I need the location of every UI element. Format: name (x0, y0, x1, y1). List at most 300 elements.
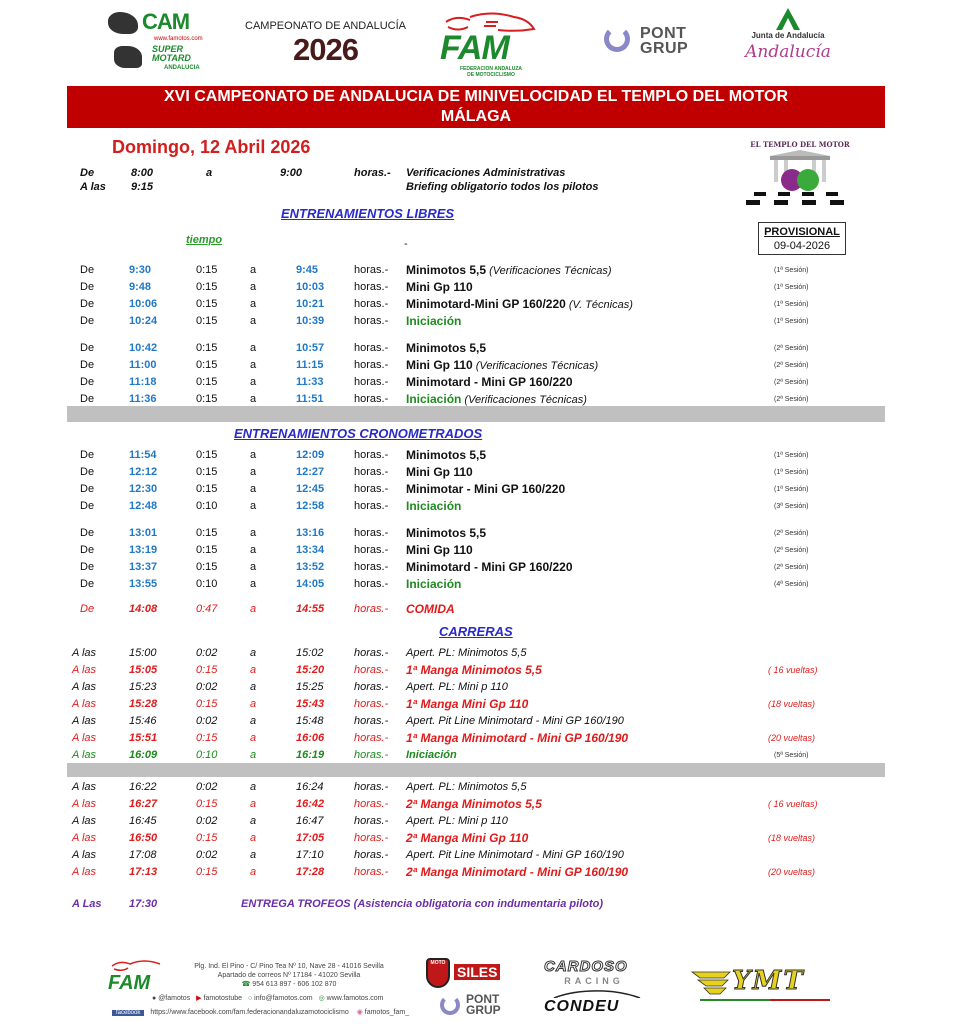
section-title-carreras: CARRERAS (439, 624, 513, 639)
fam-subtitle-2: DE MOTOCICLISMO (467, 72, 515, 78)
row-desc: COMIDA (406, 602, 455, 616)
row-desc: 1ª Manga Minimotard - Mini GP 160/190 (406, 731, 629, 745)
supermotard-rider-icon (114, 46, 142, 68)
row-session: (2ª Sesión) (774, 530, 809, 537)
row-horas: horas.- (354, 798, 389, 810)
footer-email[interactable]: info@famotos.com (254, 995, 313, 1002)
footer-facebook-url[interactable]: https://www.facebook.com/fam.federacionandaluzamotociclismo (150, 1009, 349, 1016)
row-end: 10:57 (296, 342, 325, 354)
row-duration: 0:02 (196, 681, 218, 693)
row-desc: Apert. PL: Minimotos 5,5 (406, 647, 527, 659)
trofeos-desc: ENTREGA TROFEOS (Asistencia obligatoria con indumentaria piloto) (241, 898, 604, 910)
row-end: 17:28 (296, 866, 325, 878)
row-duration: 0:15 (196, 359, 218, 371)
row-a: a (250, 698, 257, 710)
schedule-row (0, 263, 953, 280)
row-end: 15:48 (296, 715, 324, 727)
row-start: 10:24 (129, 315, 158, 327)
row-horas: horas.- (354, 264, 389, 276)
row-end: 16:19 (296, 749, 325, 761)
row-start: 16:22 (129, 781, 157, 793)
row-horas: horas.- (354, 832, 389, 844)
race-row (0, 646, 953, 663)
row-desc: Apert. PL: Mini p 110 (406, 815, 508, 827)
row-prefix: A las (72, 798, 97, 810)
templo-logo-text: EL TEMPLO DEL MOTOR (750, 140, 850, 149)
row-a: a (250, 561, 257, 573)
footer-social (152, 994, 383, 1003)
row-category: Iniciación (406, 499, 462, 513)
row-desc (406, 465, 473, 481)
row-category: Mini Gp 110 (406, 543, 473, 557)
row-prefix: A las (72, 698, 97, 710)
row-end: 16:24 (296, 781, 324, 793)
row-a: a (250, 342, 257, 354)
row-end: 10:03 (296, 281, 325, 293)
row-horas: horas.- (354, 298, 389, 310)
row-a: a (250, 393, 257, 405)
row-horas: horas.- (354, 315, 389, 327)
row-session: (2ª Sesión) (774, 362, 809, 369)
row-duration: 0:02 (196, 815, 218, 827)
row-end: 10:21 (296, 298, 325, 310)
footer-address-2: Apartado de correos Nº 17184 - 41020 Sevilla (217, 972, 361, 979)
row-start: 16:09 (129, 749, 158, 761)
schedule-row (0, 375, 953, 392)
provisional-date: 09-04-2026 (773, 240, 831, 252)
row-start: 13:37 (129, 561, 158, 573)
footer-facebook (112, 1008, 409, 1018)
row-start: 10:42 (129, 342, 158, 354)
row-desc (406, 280, 473, 296)
row-horas: horas.- (354, 281, 389, 293)
row-prefix: A las (72, 681, 97, 693)
row-start: 8:00 (131, 167, 154, 179)
race-row (0, 848, 953, 865)
row-start: 14:08 (129, 603, 158, 615)
schedule-row (0, 482, 953, 499)
cam-motorcycle-icon (108, 12, 138, 34)
siles-logo (426, 958, 536, 1022)
row-horas: horas.- (354, 715, 389, 727)
row-end: 15:20 (296, 664, 325, 676)
row-start: 17:13 (129, 866, 158, 878)
row-category: Mini Gp 110 (406, 358, 473, 372)
row-prefix: A las (72, 749, 97, 761)
row-category: Iniciación (406, 392, 462, 406)
race-row (0, 663, 953, 680)
schedule-row (0, 465, 953, 482)
row-a: a (250, 578, 257, 590)
row-category: Minimotar - Mini GP 160/220 (406, 482, 566, 496)
row-duration: 0:15 (196, 449, 218, 461)
row-extra: (V. Técnicas) (565, 299, 633, 311)
schedule-row (0, 314, 953, 331)
schedule-row (0, 560, 953, 577)
race-row (0, 714, 953, 731)
row-desc: 2ª Manga Mini Gp 110 (406, 831, 529, 845)
row-desc: Apert. Pit Line Minimotard - Mini GP 160/190 (406, 849, 624, 861)
row-category: Minimotos 5,5 (406, 526, 487, 540)
car-outline-icon (544, 990, 644, 998)
row-horas: horas.- (354, 544, 389, 556)
fam-subtitle-1: FEDERACION ANDALUZA (459, 66, 523, 72)
sponsor-pont-logo (440, 994, 530, 1018)
row-session: (1ª Sesión) (774, 486, 809, 493)
row-horas: horas.- (354, 500, 389, 512)
row-prefix: A las (72, 647, 97, 659)
siles-text: SILES (454, 964, 500, 980)
campeonato-year: 2026 (293, 32, 358, 67)
row-end: 12:27 (296, 466, 325, 478)
twitter-icon: ● (152, 995, 157, 1002)
row-a: a (250, 466, 257, 478)
schedule-row (0, 358, 953, 375)
row-prefix: De (80, 603, 95, 615)
trofeos-prefix: A Las (72, 898, 102, 910)
row-duration: 0:15 (196, 664, 218, 676)
row-desc (406, 341, 486, 357)
row-prefix: De (80, 298, 95, 310)
row-horas: horas.- (354, 866, 389, 878)
row-duration: 0:10 (196, 749, 218, 761)
row-end: 11:33 (296, 376, 324, 388)
junta-text: Junta de Andalucía (751, 31, 825, 40)
row-duration: 0:15 (196, 264, 218, 276)
row-prefix: De (80, 483, 95, 495)
row-duration: 0:15 (196, 732, 218, 744)
row-session: (1ª Sesión) (774, 267, 809, 274)
row-session: (1ª Sesión) (774, 469, 809, 476)
row-prefix: De (80, 281, 95, 293)
comida-row (0, 602, 953, 619)
row-start: 9:48 (129, 281, 152, 293)
race-row (0, 831, 953, 848)
row-session: (2ª Sesión) (774, 547, 809, 554)
row-start: 13:55 (129, 578, 158, 590)
schedule-row (0, 577, 953, 594)
row-duration: 0:47 (196, 603, 218, 615)
row-end: 14:05 (296, 578, 325, 590)
row-duration: 0:15 (196, 298, 218, 310)
banner-line2: MÁLAGA (440, 108, 512, 125)
row-duration: 0:15 (196, 527, 218, 539)
row-desc: 1ª Manga Mini Gp 110 (406, 697, 529, 711)
row-start: 11:36 (129, 393, 157, 405)
race-row (0, 865, 953, 882)
row-a: a (250, 298, 257, 310)
row-a: a (250, 544, 257, 556)
row-note: ( 16 vueltas) (768, 799, 818, 809)
row-start: 9:30 (129, 264, 152, 276)
web-icon: ◎ (318, 995, 325, 1002)
schedule-row (0, 499, 953, 516)
schedule-row (0, 280, 953, 297)
row-duration: 0:15 (196, 798, 218, 810)
dash: - (404, 238, 408, 250)
row-start: 12:48 (129, 500, 158, 512)
row-duration: 0:15 (196, 483, 218, 495)
row-start: 11:18 (129, 376, 157, 388)
row-note: (18 vueltas) (768, 833, 816, 843)
row-prefix: De (80, 561, 95, 573)
footer-twitter[interactable]: @famotos (158, 995, 191, 1002)
row-horas: horas.- (354, 359, 389, 371)
separator-bar (67, 763, 885, 777)
row-prefix: De (80, 466, 95, 478)
row-a: a (250, 483, 257, 495)
row-a: a (250, 527, 257, 539)
row-a: a (206, 167, 213, 179)
row-category: Iniciación (406, 314, 462, 328)
row-end: 17:05 (296, 832, 325, 844)
row-end: 16:06 (296, 732, 325, 744)
row-a: a (250, 359, 257, 371)
pont-line2: GRUP (640, 40, 689, 57)
row-desc (406, 375, 573, 391)
section-title-libres: ENTRENAMIENTOS LIBRES (281, 206, 455, 221)
row-horas: horas.- (354, 561, 389, 573)
row-start: 15:23 (129, 681, 157, 693)
row-end: 13:52 (296, 561, 325, 573)
row-session: (1ª Sesión) (774, 301, 809, 308)
row-horas: horas.- (354, 527, 389, 539)
row-a: a (250, 798, 257, 810)
row-duration: 0:15 (196, 393, 218, 405)
row-desc (406, 263, 612, 279)
row-a: a (250, 849, 257, 861)
row-category: Minimotard - Mini GP 160/220 (406, 560, 573, 574)
pre-row (0, 181, 953, 195)
row-duration: 0:15 (196, 544, 218, 556)
row-desc: Apert. Pit Line Minimotard - Mini GP 160/190 (406, 715, 624, 727)
row-prefix: De (80, 359, 95, 371)
phone-icon: ☎ (241, 981, 251, 988)
row-a: a (250, 866, 257, 878)
row-end: 13:34 (296, 544, 325, 556)
row-category: Minimotos 5,5 (406, 341, 487, 355)
row-session: (2ª Sesión) (774, 396, 809, 403)
row-horas: horas.- (354, 815, 389, 827)
race-row (0, 780, 953, 797)
footer-fam-text: FAM (108, 972, 151, 994)
footer-youtube[interactable]: famotostube (203, 995, 243, 1002)
section-title-crono: ENTRENAMIENTOS CRONOMETRADOS (234, 426, 483, 441)
row-duration: 0:02 (196, 715, 218, 727)
pre-row (0, 167, 953, 181)
row-prefix: De (80, 315, 95, 327)
row-duration: 0:15 (196, 281, 218, 293)
race-row (0, 731, 953, 748)
row-start: 16:50 (129, 832, 158, 844)
cam-logo (108, 9, 208, 71)
row-horas: horas.- (354, 466, 389, 478)
pont-text (640, 26, 688, 56)
row-start: 15:51 (129, 732, 158, 744)
row-duration: 0:15 (196, 866, 218, 878)
row-start: 15:28 (129, 698, 158, 710)
row-a: a (250, 781, 257, 793)
instagram-icon: ◉ (356, 1009, 363, 1016)
cam-url: www.famotos.com (154, 36, 203, 42)
row-end: 10:39 (296, 315, 325, 327)
row-end: 12:09 (296, 449, 325, 461)
row-start: 11:00 (129, 359, 157, 371)
supermotard-text: SUPER MOTARD (152, 44, 191, 63)
row-desc (406, 499, 461, 515)
row-a: a (250, 715, 257, 727)
footer-address-1: Plg. Ind. El Pino - C/ Pino Tea Nº 10, Nave 28 - 41016 Sevilla (194, 963, 384, 970)
row-category: Minimotos 5,5 (406, 263, 487, 277)
row-prefix: A las (72, 781, 97, 793)
sponsor-pont-line2: GRUP (466, 1003, 501, 1017)
row-duration: 0:15 (196, 832, 218, 844)
row-a: a (250, 832, 257, 844)
email-icon: ○ (247, 995, 253, 1002)
junta-andalucia-logo (738, 8, 838, 63)
schedule-row (0, 297, 953, 314)
row-horas: horas.- (354, 681, 389, 693)
row-prefix: De (80, 376, 95, 388)
row-desc (406, 314, 461, 330)
row-prefix: De (80, 544, 95, 556)
race-row (0, 814, 953, 831)
row-start: 12:12 (129, 466, 158, 478)
row-end: 12:45 (296, 483, 325, 495)
row-desc: Briefing obligatorio todos los pilotos (406, 181, 599, 193)
row-start: 15:05 (129, 664, 158, 676)
row-end: 14:55 (296, 603, 325, 615)
row-start: 13:01 (129, 527, 158, 539)
row-horas: horas.- (354, 749, 389, 761)
footer-instagram[interactable]: famotos_fam_ (364, 1009, 410, 1016)
row-session: (2ª Sesión) (774, 564, 809, 571)
race-row (0, 680, 953, 697)
youtube-icon: ▶ (196, 995, 202, 1002)
footer-web[interactable]: www.famotos.com (326, 995, 384, 1002)
row-note: (20 vueltas) (768, 733, 816, 743)
cam-text: CAM (142, 9, 190, 34)
row-desc (406, 358, 598, 374)
siles-badge-text: MOTO (430, 960, 446, 966)
row-prefix: De (80, 578, 95, 590)
row-horas: horas.- (354, 849, 389, 861)
row-end: 11:51 (296, 393, 324, 405)
row-desc (406, 577, 461, 593)
row-start: 16:27 (129, 798, 158, 810)
row-a: a (250, 449, 257, 461)
row-prefix: A las (72, 832, 97, 844)
ymt-logo (690, 966, 835, 1011)
ymt-text: YMT (732, 966, 805, 996)
pont-swirl-icon (604, 26, 630, 52)
row-start: 12:30 (129, 483, 158, 495)
sponsor-pont-line1: PONT (466, 992, 500, 1006)
footer-address (178, 962, 400, 989)
row-horas: horas.- (354, 698, 389, 710)
row-prefix: A las (72, 849, 97, 861)
row-start: 13:19 (129, 544, 158, 556)
row-prefix: De (80, 393, 95, 405)
cardoso-racing-logo (544, 958, 654, 1022)
row-prefix: De (80, 527, 95, 539)
row-duration: 0:15 (196, 376, 218, 388)
row-a: a (250, 603, 257, 615)
trofeos-row (72, 897, 872, 912)
row-duration: 0:02 (196, 849, 218, 861)
row-horas: horas.- (354, 342, 389, 354)
provisional-box (758, 222, 846, 255)
junta-a-icon (776, 8, 800, 30)
row-end: 16:42 (296, 798, 325, 810)
event-banner (67, 86, 885, 128)
row-desc (406, 543, 473, 559)
row-horas: horas.- (354, 732, 389, 744)
row-prefix: A las (72, 866, 97, 878)
row-prefix: A las (80, 181, 106, 193)
row-desc: Verificaciones Administrativas (406, 167, 566, 179)
row-category: Minimotos 5,5 (406, 448, 487, 462)
row-horas: horas.- (354, 781, 389, 793)
row-prefix: De (80, 342, 95, 354)
row-category: Minimotard - Mini GP 160/220 (406, 375, 573, 389)
row-a: a (250, 749, 257, 761)
campeonato-title: CAMPEONATO DE ANDALUCÍA (245, 20, 406, 32)
row-extra: (Verificaciones Técnicas) (472, 360, 599, 372)
row-start: 15:00 (129, 647, 157, 659)
row-note: ( 16 vueltas) (768, 665, 818, 675)
cardoso-text: CARDOSO (544, 958, 628, 975)
trofeos-time: 17:30 (129, 898, 158, 910)
row-desc (406, 482, 565, 498)
row-end: 11:15 (296, 359, 324, 371)
row-duration: 0:15 (196, 466, 218, 478)
fam-logo (436, 10, 546, 78)
row-a: a (250, 815, 257, 827)
event-date: Domingo, 12 Abril 2026 (112, 137, 311, 157)
row-horas: horas.- (354, 483, 389, 495)
row-horas: horas.- (354, 449, 389, 461)
row-end: 16:47 (296, 815, 324, 827)
row-duration: 0:10 (196, 500, 218, 512)
row-prefix: De (80, 264, 95, 276)
facebook-icon: facebook (112, 1010, 144, 1016)
row-start: 17:08 (129, 849, 157, 861)
row-session: (3ª Sesión) (774, 503, 809, 510)
row-desc (406, 526, 486, 542)
row-prefix: De (80, 500, 95, 512)
footer-fam-motorcycle-icon (108, 958, 168, 972)
row-end: 17:10 (296, 849, 324, 861)
row-session: (2ª Sesión) (774, 345, 809, 352)
row-desc: 2ª Manga Minimotard - Mini GP 160/190 (406, 865, 629, 879)
row-horas: horas.- (354, 376, 389, 388)
row-horas: horas.- (354, 664, 389, 676)
row-horas: horas.- (354, 167, 391, 179)
separator-bar (67, 406, 885, 422)
row-category: Minimotard-Mini GP 160/220 (406, 297, 566, 311)
supermotard-region: ANDALUCIA (164, 65, 200, 71)
row-a: a (250, 315, 257, 327)
footer-phone: 954 613 897 - 606 102 870 (252, 981, 337, 988)
tiempo-label: tiempo (186, 234, 223, 246)
row-start: 10:06 (129, 298, 158, 310)
row-desc: Apert. PL: Minimotos 5,5 (406, 781, 527, 793)
row-end: 15:25 (296, 681, 324, 693)
row-end: 15:43 (296, 698, 325, 710)
row-horas: horas.- (354, 393, 389, 405)
row-duration: 0:15 (196, 315, 218, 327)
